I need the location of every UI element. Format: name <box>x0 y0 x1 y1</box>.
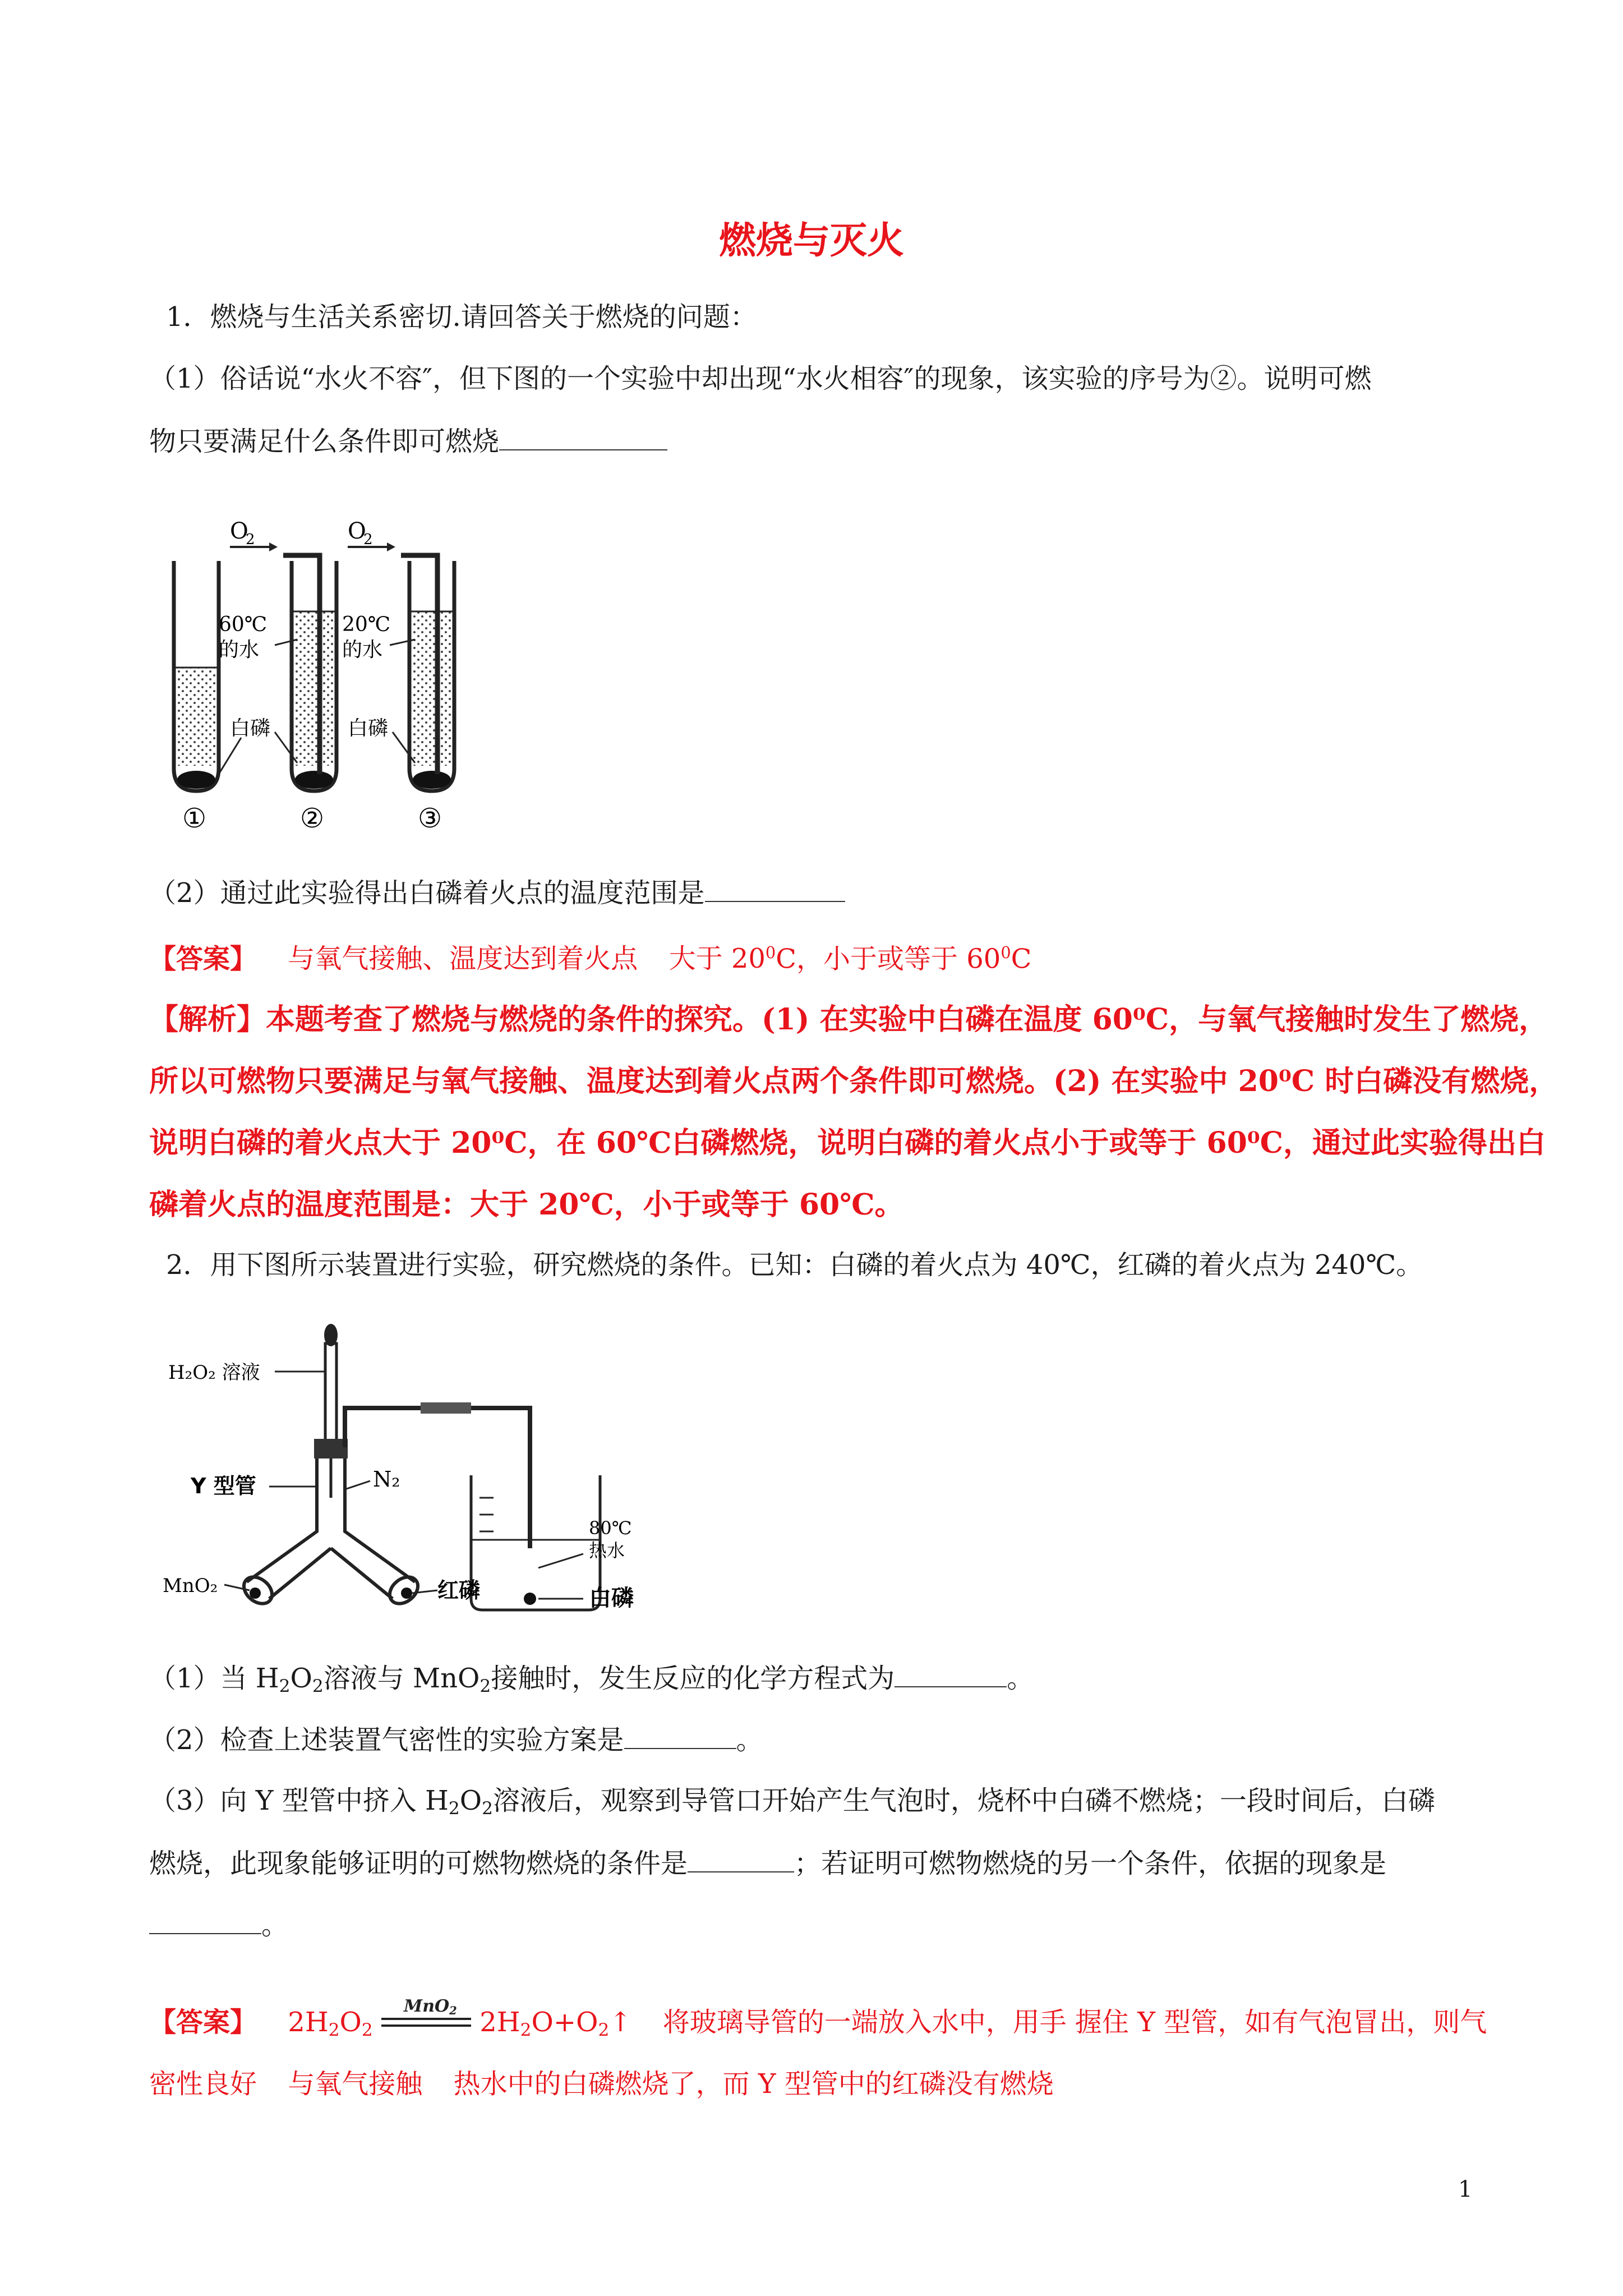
p1-end: 。 <box>1007 1663 1034 1694</box>
answer-line2-a: 密性良好 <box>149 2068 257 2100</box>
question-2-stem: 2．用下图所示装置进行实验，研究燃烧的条件。已知：白磷的着火点为 40℃，红磷的着火点为 240℃。 <box>166 1249 1423 1281</box>
answer-text-2c: C <box>1011 943 1032 975</box>
question-2-part2 <box>149 1722 763 1757</box>
question-1-part1-line1: （1）俗话说“水火不容″，但下图的一个实验中却出现“水火相容″的现象，该实验的序号为②。说明可燃 <box>149 363 1372 394</box>
degree-mark: 0 <box>1000 943 1011 962</box>
analysis-line-4: 磷着火点的温度范围是：大于 20℃，小于或等于 60℃。 <box>149 1188 904 1222</box>
tube-number-3: ③ <box>418 803 442 834</box>
equation-left-a: 2H <box>288 2007 329 2038</box>
equation-left-b: O <box>339 2007 362 2038</box>
p1-c: 溶液与 MnO <box>323 1663 480 1694</box>
test-tube-1 <box>174 561 219 791</box>
test-tube-3 <box>348 542 454 791</box>
o2-label-1: O <box>230 518 248 544</box>
tube-number-1: ① <box>182 803 207 834</box>
answer-blank <box>895 1660 1007 1687</box>
page-title: 燃烧与灭火 <box>719 218 904 262</box>
part1-line2-text: 物只要满足什么条件即可燃烧 <box>149 426 500 457</box>
y-tube-label: Y 型管 <box>191 1474 256 1498</box>
water-60-label: 60℃ <box>219 613 268 636</box>
p1-a: （1）当 H <box>149 1663 279 1694</box>
p3-line2-a: 燃烧，此现象能够证明的可燃物燃烧的条件是 <box>149 1848 688 1879</box>
catalyst-label: MnO$_2$ <box>404 1996 457 2017</box>
test-tube-2 <box>230 542 336 791</box>
analysis-line-2: 所以可燃物只要满足与氧气接触、温度达到着火点两个条件即可燃烧。(2) 在实验中 20⁰C 时白磷没有燃烧， <box>149 1064 1559 1098</box>
gas-arrow: ↑ <box>609 2007 632 2038</box>
temperature-80-label: 80℃ <box>589 1517 632 1539</box>
analysis-line-3: 说明白磷的着火点大于 20⁰C，在 60℃白磷燃烧，说明白磷的着火点小于或等于 60⁰C，通过此实验得出白 <box>149 1126 1546 1160</box>
equation-right-b: O+O <box>531 2007 598 2038</box>
page-number: 1 <box>1458 2177 1473 2202</box>
water-label-2: 的水 <box>342 638 383 661</box>
answer-text-1: 与氧气接触、温度达到着火点 <box>288 943 638 975</box>
answer-blank <box>499 424 667 450</box>
p1-d: 接触时，发生反应的化学方程式为 <box>491 1663 895 1694</box>
tube-number-2: ② <box>300 803 325 834</box>
answer-tag: 【答案】 <box>149 2007 257 2038</box>
p3-line1-a: （3）向 Y 型管中挤入 H <box>149 1785 449 1816</box>
question-2-part3-line3 <box>149 1907 288 1942</box>
n2-label: N₂ <box>373 1467 400 1492</box>
p3-line2-b: ；若证明可燃物燃烧的另一个条件，依据的现象是 <box>794 1848 1387 1879</box>
degree-mark: 0 <box>765 943 776 962</box>
y-tube-apparatus-figure <box>157 1318 695 1632</box>
part2-text: （2）通过此实验得出白磷着火点的温度范围是 <box>149 877 705 909</box>
question-2-answer-line1: 【答案】 $2H_2O_2$ MnO$_2$ $2H_2O+O_2↑$ 将玻璃导管的一端放入水中，用手 握住 Y 型管，如有气泡冒出，则气 <box>149 2005 1487 2047</box>
question-2-answer-line2 <box>149 2067 1054 2101</box>
mno2-label: MnO₂ <box>163 1575 218 1597</box>
p3-line1-b: O <box>459 1785 482 1816</box>
catalyst-equals-sign <box>381 1996 471 2036</box>
question-2-part1: （1）当 $H_2O_2$溶液与 MnO$_2$接触时，发生反应的化学方程式为 。 <box>149 1660 1034 1703</box>
h2o2-solution-label: H₂O₂ 溶液 <box>168 1361 260 1384</box>
answer-line2-c: 热水中的白磷燃烧了，而 Y 型管中的红磷没有燃烧 <box>453 2068 1054 2100</box>
answer-blank <box>688 1846 794 1872</box>
p2-text: （2）检查上述装置气密性的实验方案是 <box>149 1724 624 1756</box>
white-phosphorus-label-1: 白磷 <box>230 717 271 740</box>
answer-blank <box>149 1907 261 1934</box>
answer-blank <box>705 875 845 902</box>
white-phosphorus-label: 白磷 <box>589 1585 634 1611</box>
p2-end: 。 <box>736 1724 763 1756</box>
water-label-1: 的水 <box>219 638 260 661</box>
question-2-part3-line2 <box>149 1846 1386 1880</box>
test-tube-figure <box>157 516 550 836</box>
o2-sub-1: 2 <box>246 531 255 548</box>
answer-part-b: 将玻璃导管的一端放入水中，用手 握住 Y 型管，如有气泡冒出，则气 <box>662 2007 1487 2038</box>
red-phosphorus-label: 红磷 <box>437 1578 481 1603</box>
water-20-label: 20℃ <box>342 613 391 636</box>
answer-line2-b: 与氧气接触 <box>288 2068 423 2100</box>
p3-line1-c: 溶液后，观察到导管口开始产生气泡时，烧杯中白磷不燃烧；一段时间后，白磷 <box>492 1785 1435 1816</box>
catalyst-text: MnO <box>404 1996 450 2016</box>
p3-line3-end: 。 <box>261 1910 289 1941</box>
p1-b: O <box>290 1663 312 1694</box>
question-2-part3-line1: （3）向 Y 型管中挤入 $H_2O_2$溶液后，观察到导管口开始产生气泡时，烧杯中白磷不燃烧；一段时间后，白磷 <box>149 1785 1435 1819</box>
hot-water-label: 热水 <box>589 1540 625 1561</box>
o2-label-2: O <box>348 518 366 544</box>
analysis-line-1: 【解析】本题考查了燃烧与燃烧的条件的探究。(1) 在实验中白磷在温度 60⁰C，与氧气接触时发生了燃烧， <box>149 1002 1548 1037</box>
o2-sub-2: 2 <box>363 531 373 548</box>
equation-right-a: 2H <box>479 2007 520 2038</box>
answer-text-2a: 大于 20 <box>668 943 766 975</box>
answer-blank <box>624 1722 736 1749</box>
white-phosphorus-label-2: 白磷 <box>348 717 389 740</box>
question-1-part2 <box>149 875 845 910</box>
question-1-answer <box>149 936 1031 976</box>
answer-tag: 【答案】 <box>149 943 257 975</box>
answer-text-2b: C，小于或等于 60 <box>776 943 1001 975</box>
question-1-part1-line2 <box>149 424 667 458</box>
question-1-stem: 1．燃烧与生活关系密切.请回答关于燃烧的问题： <box>166 301 757 333</box>
